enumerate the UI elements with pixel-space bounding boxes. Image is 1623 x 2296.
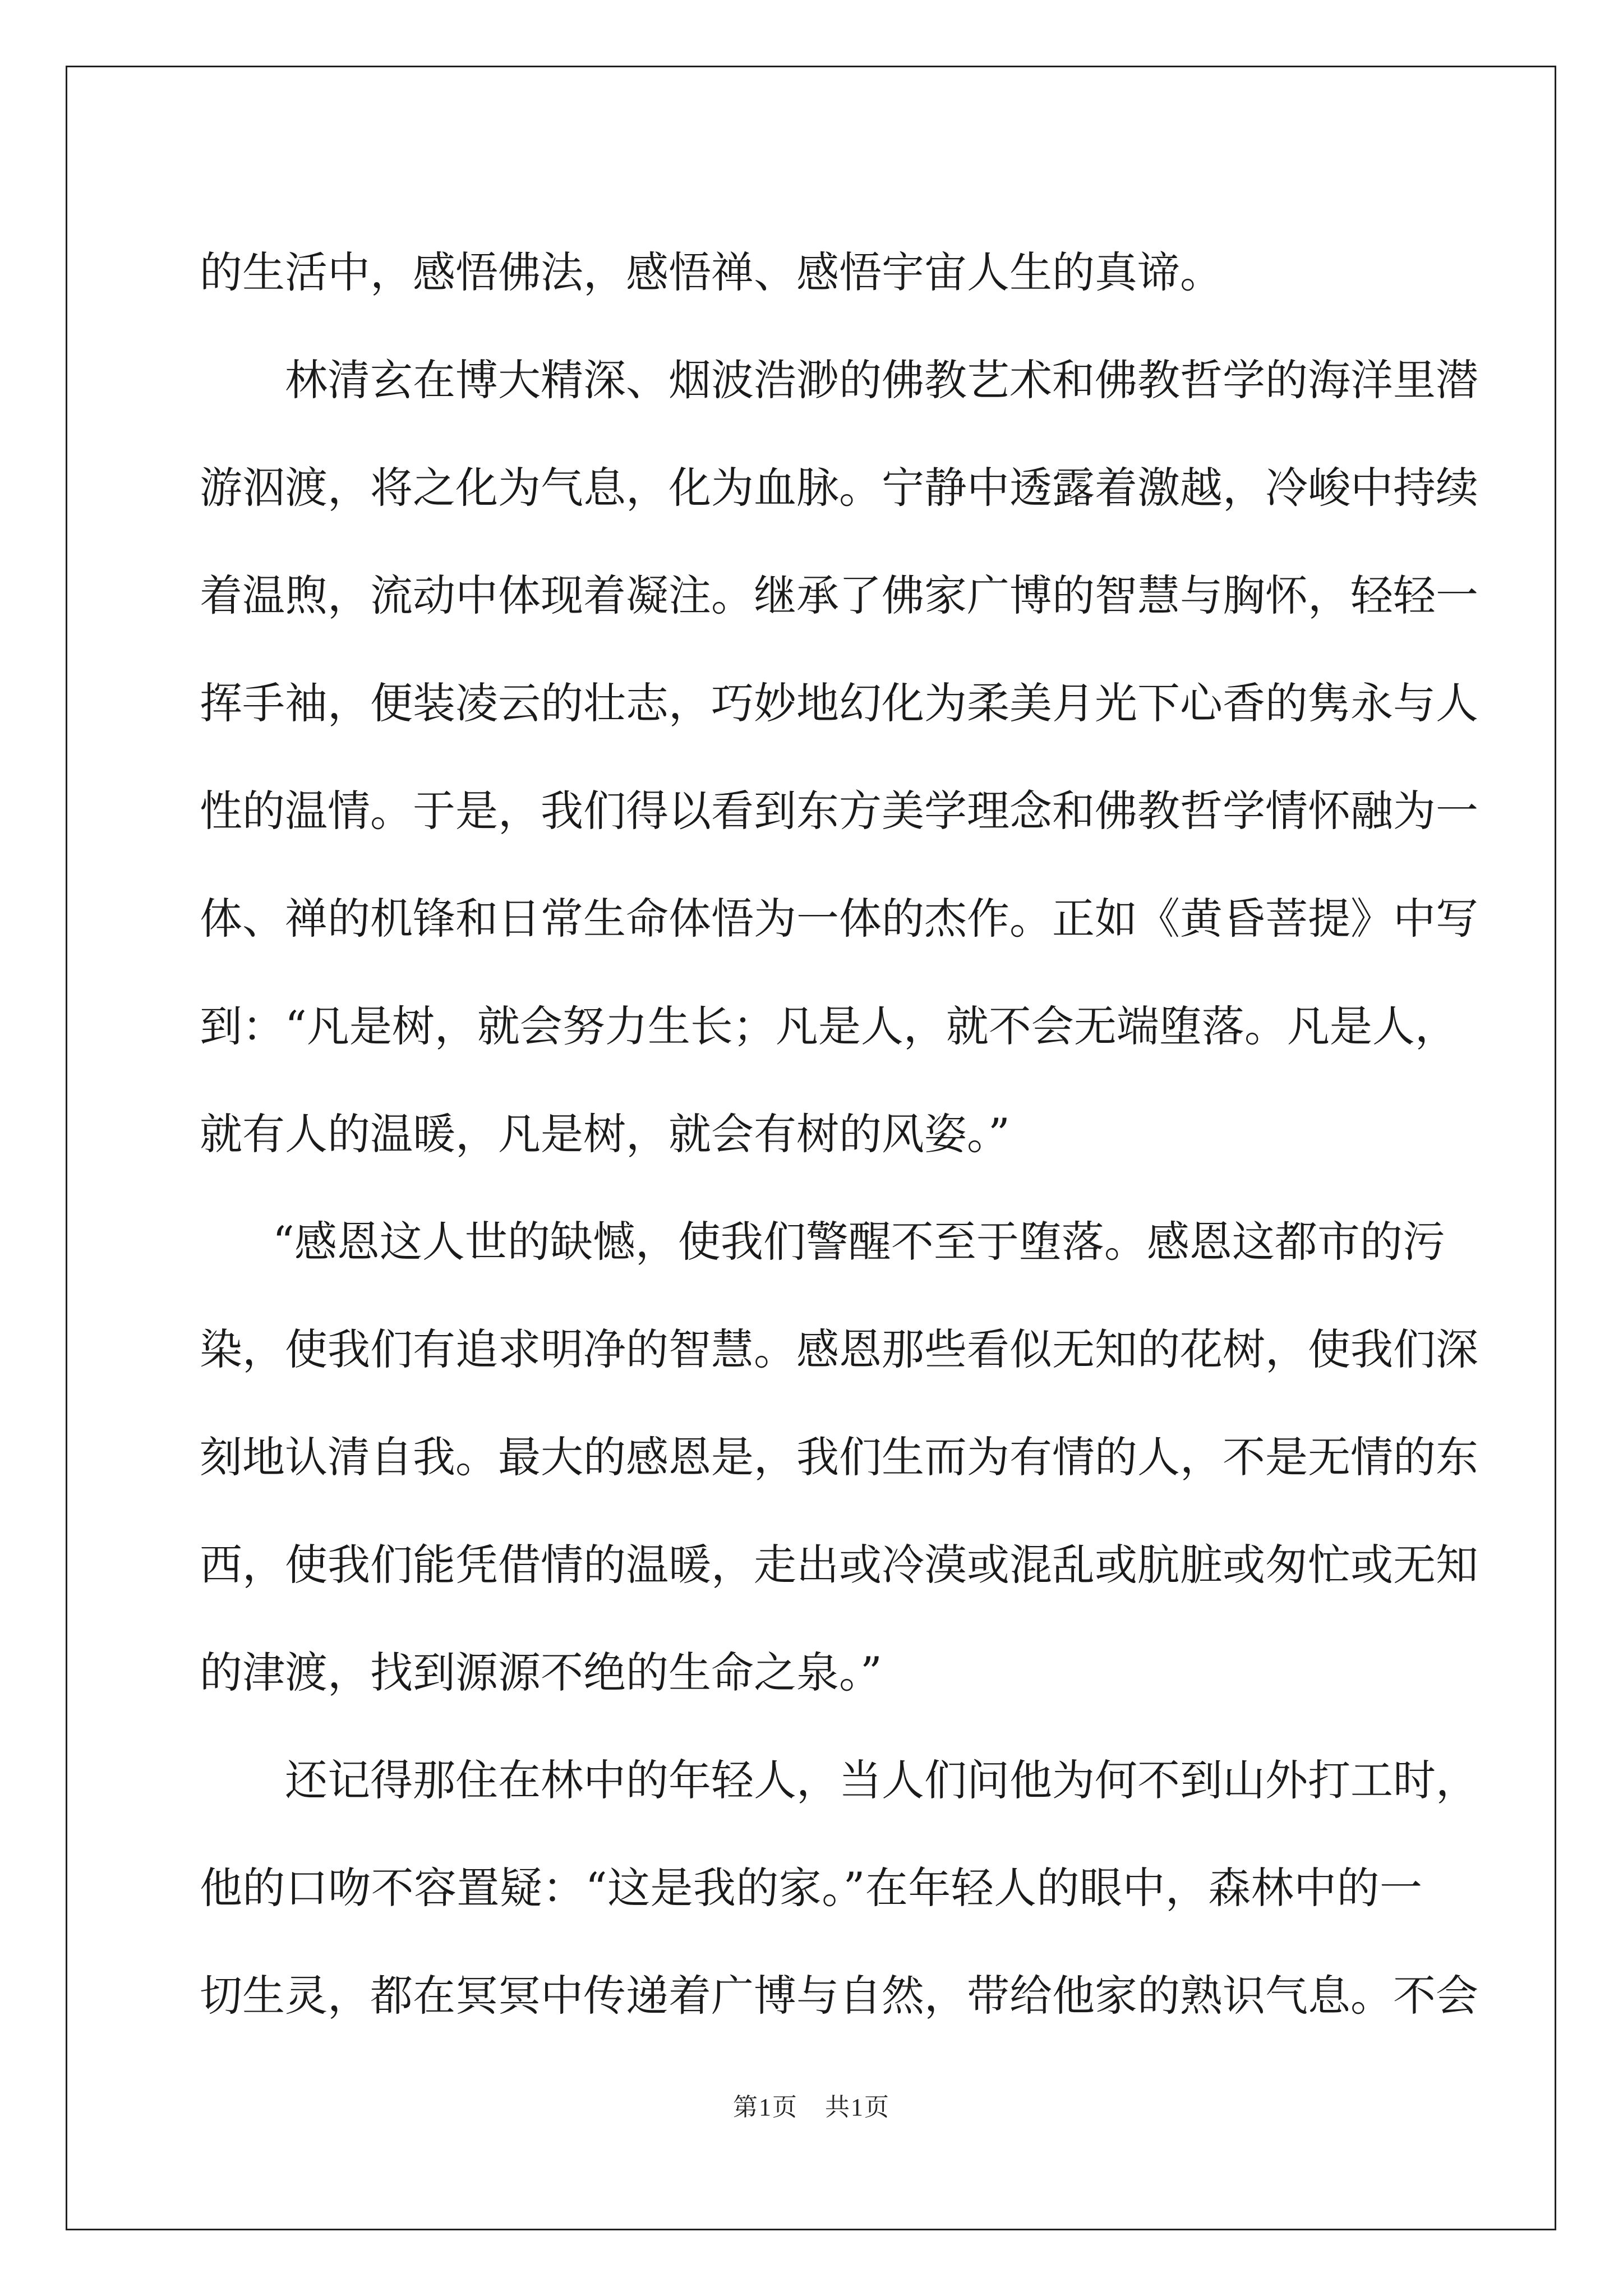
page-footer	[0, 2087, 1623, 2123]
page-total: 共1页	[825, 2093, 890, 2121]
text-line: 切生灵，都在冥冥中传递着广博与自然，带给他家的熟识气息。不会	[200, 1971, 1478, 2021]
text-line: 就有人的温暖，凡是树，就会有树的风姿。”	[200, 1109, 1010, 1159]
text-line: 染，使我们有追求明净的智慧。感恩那些看似无知的花树，使我们深	[200, 1324, 1478, 1374]
text-line: 西，使我们能凭借情的温暖，走出或冷漠或混乱或肮脏或匆忙或无知	[200, 1540, 1478, 1590]
text-line: 着温煦，流动中体现着凝注。继承了佛家广博的智慧与胸怀，轻轻一	[200, 570, 1478, 620]
document-body	[200, 219, 1478, 2050]
text-line: 的生活中，感悟佛法，感悟禅、感悟宇宙人生的真谛。	[200, 247, 1223, 297]
text-line: 的津渡，找到源源不绝的生命之泉。”	[200, 1648, 882, 1697]
text-line: 到：“凡是树，就会努力生长；凡是人，就不会无端堕落。凡是人，	[200, 1001, 1458, 1051]
text-line: 他的口吻不容置疑：“这是我的家。”在年轻人的眼中，森林中的一	[200, 1863, 1422, 1913]
text-line: “感恩这人世的缺憾，使我们警醒不至于堕落。感恩这都市的污	[273, 1217, 1445, 1267]
text-line: 刻地认清自我。最大的感恩是，我们生而为有情的人，不是无情的东	[200, 1432, 1478, 1482]
page-number: 第1页	[733, 2093, 798, 2121]
text-line: 还记得那住在林中的年轻人，当人们问他为何不到山外打工时，	[285, 1755, 1478, 1805]
text-line: 挥手袖，便装凌云的壮志，巧妙地幻化为柔美月光下心香的隽永与人	[200, 678, 1478, 728]
text-line: 林清玄在博大精深、烟波浩渺的佛教艺术和佛教哲学的海洋里潜	[285, 355, 1478, 405]
text-line: 游泅渡，将之化为气息，化为血脉。宁静中透露着激越，冷峻中持续	[200, 463, 1478, 513]
text-line: 性的温情。于是，我们得以看到东方美学理念和佛教哲学情怀融为一	[200, 786, 1478, 836]
text-line: 体、禅的机锋和日常生命体悟为一体的杰作。正如《黄昏菩提》中写	[200, 894, 1478, 944]
